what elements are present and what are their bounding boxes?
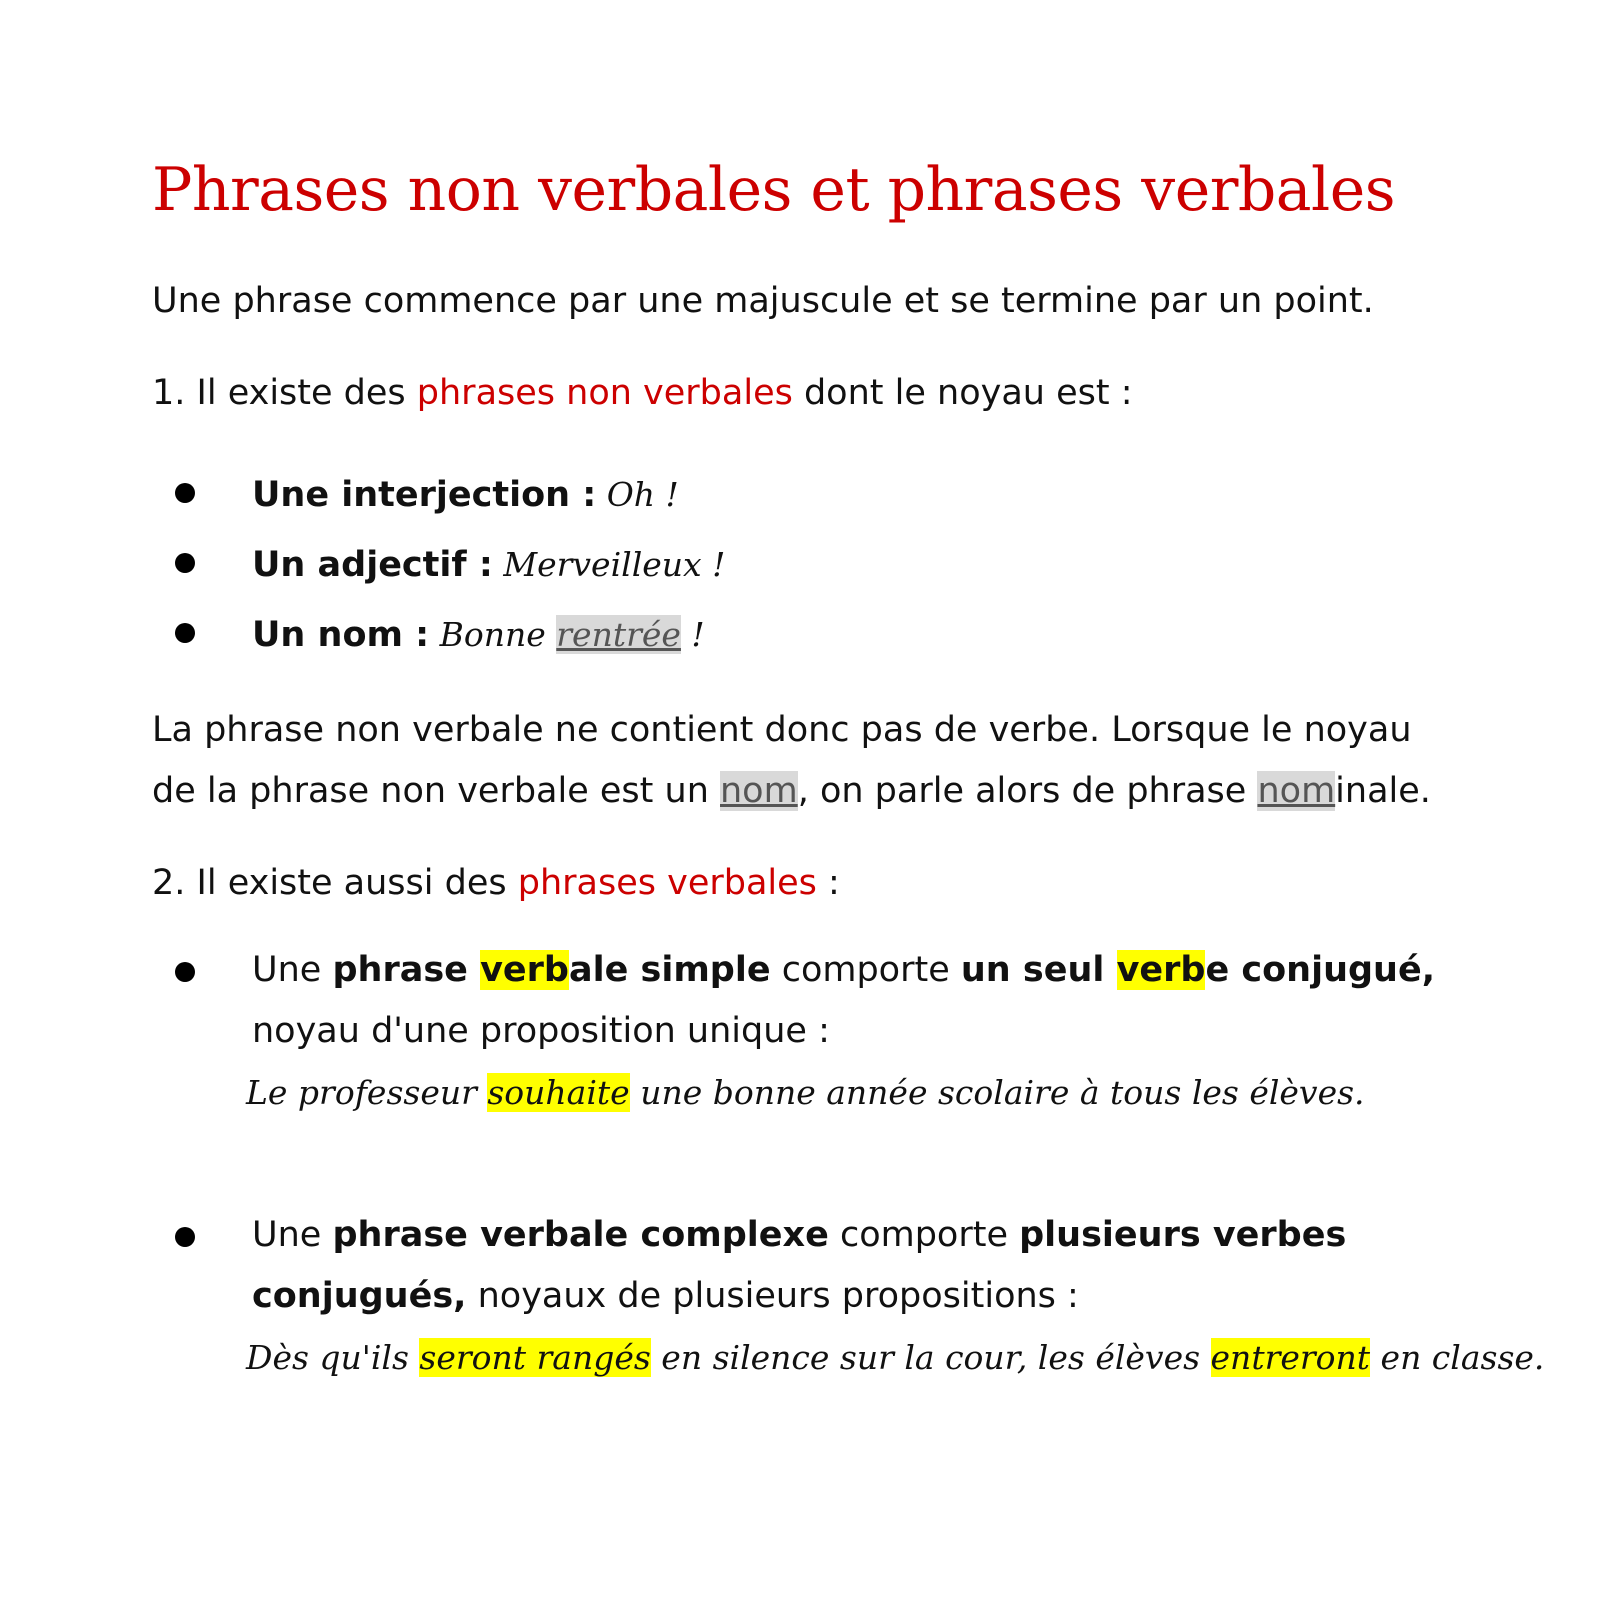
- page-title: Phrases non verbales et phrases verbales: [152, 155, 1396, 225]
- text: en silence sur la cour, les élèves: [650, 1338, 1211, 1377]
- lesson-page: [152, 150, 1545, 1388]
- text: noyaux de plusieurs propositions :: [466, 1276, 1079, 1316]
- bullet-icon: [175, 483, 195, 503]
- text: Une: [252, 950, 333, 990]
- simple-definition-line-1: [252, 940, 1482, 1001]
- text: e conjugué,: [1205, 950, 1436, 990]
- section2-heading-highlight: phrases verbales: [517, 863, 817, 903]
- item-example-highlight: rentrée: [556, 615, 681, 654]
- section1-heading-after: dont le noyau est :: [792, 373, 1133, 413]
- item-label: Un adjectif :: [252, 545, 493, 585]
- text: comporte: [770, 950, 961, 990]
- list-item-adjectif: [152, 530, 1482, 600]
- note-text: de la phrase non verbale est un: [152, 771, 720, 811]
- item-example: Merveilleux !: [492, 545, 726, 584]
- complexe-definition-line-1: [252, 1205, 1482, 1266]
- non-verbal-list: [152, 460, 1482, 670]
- verb-highlight: verb: [480, 950, 569, 990]
- list-item-complexe: [152, 1205, 1545, 1388]
- text: conjugués,: [252, 1276, 467, 1316]
- text: phrase verbale complexe: [332, 1215, 829, 1255]
- text: Dès qu'ils: [246, 1338, 420, 1377]
- note-nom-highlight: nom: [720, 771, 798, 811]
- note-nom2-highlight: nom: [1257, 771, 1336, 811]
- verb-highlight: seront rangés: [419, 1338, 651, 1377]
- verb-highlight: verb: [1116, 950, 1206, 990]
- note-text: inale.: [1335, 771, 1431, 811]
- section2-heading-after: :: [816, 863, 840, 903]
- list-item-interjection: [152, 460, 1482, 530]
- section1-heading: [152, 362, 1482, 424]
- item-label: Un nom :: [252, 615, 430, 655]
- simple-example: [246, 1062, 1482, 1123]
- note-line-1: La phrase non verbale ne contient donc pas de verbe. Lorsque le noyau: [152, 710, 1412, 750]
- text: phrase: [332, 950, 481, 990]
- section2-heading: [152, 852, 1482, 914]
- verb-highlight: souhaite: [487, 1073, 630, 1112]
- section1-heading-before: 1. Il existe des: [152, 373, 417, 413]
- complexe-definition-line-2: [252, 1266, 1482, 1327]
- bullet-icon: [175, 553, 195, 573]
- intro-text: Une phrase commence par une majuscule et se termine par un point.: [152, 281, 1374, 321]
- text: ale simple: [568, 950, 771, 990]
- text: comporte: [828, 1215, 1020, 1255]
- item-label: Une interjection :: [252, 475, 597, 515]
- list-item-simple: [152, 940, 1482, 1123]
- complexe-example: [246, 1327, 1545, 1388]
- section1-heading-highlight: phrases non verbales: [416, 373, 793, 413]
- section2-heading-before: 2. Il existe aussi des: [152, 863, 518, 903]
- text: un seul: [960, 950, 1117, 990]
- item-example: Oh !: [596, 475, 679, 514]
- text: en classe.: [1370, 1338, 1545, 1377]
- bullet-icon: [175, 623, 195, 643]
- list-item-nom: [152, 600, 1482, 670]
- text: une bonne année scolaire à tous les élèves.: [629, 1073, 1365, 1112]
- verbal-list: [152, 940, 1545, 1388]
- text: plusieurs verbes: [1019, 1215, 1347, 1255]
- verb-highlight: entreront: [1210, 1338, 1371, 1377]
- simple-definition-line-2: noyau d'une proposition unique :: [252, 1011, 830, 1051]
- note-text: , on parle alors de phrase: [797, 771, 1258, 811]
- text: Le professeur: [246, 1073, 488, 1112]
- text: Une: [252, 1215, 333, 1255]
- bullet-icon: [175, 962, 195, 982]
- item-example-after: !: [680, 615, 705, 654]
- bullet-icon: [175, 1227, 195, 1247]
- note-line-2: [152, 761, 1482, 822]
- note-paragraph: [152, 700, 1482, 822]
- item-example-before: Bonne: [429, 615, 557, 654]
